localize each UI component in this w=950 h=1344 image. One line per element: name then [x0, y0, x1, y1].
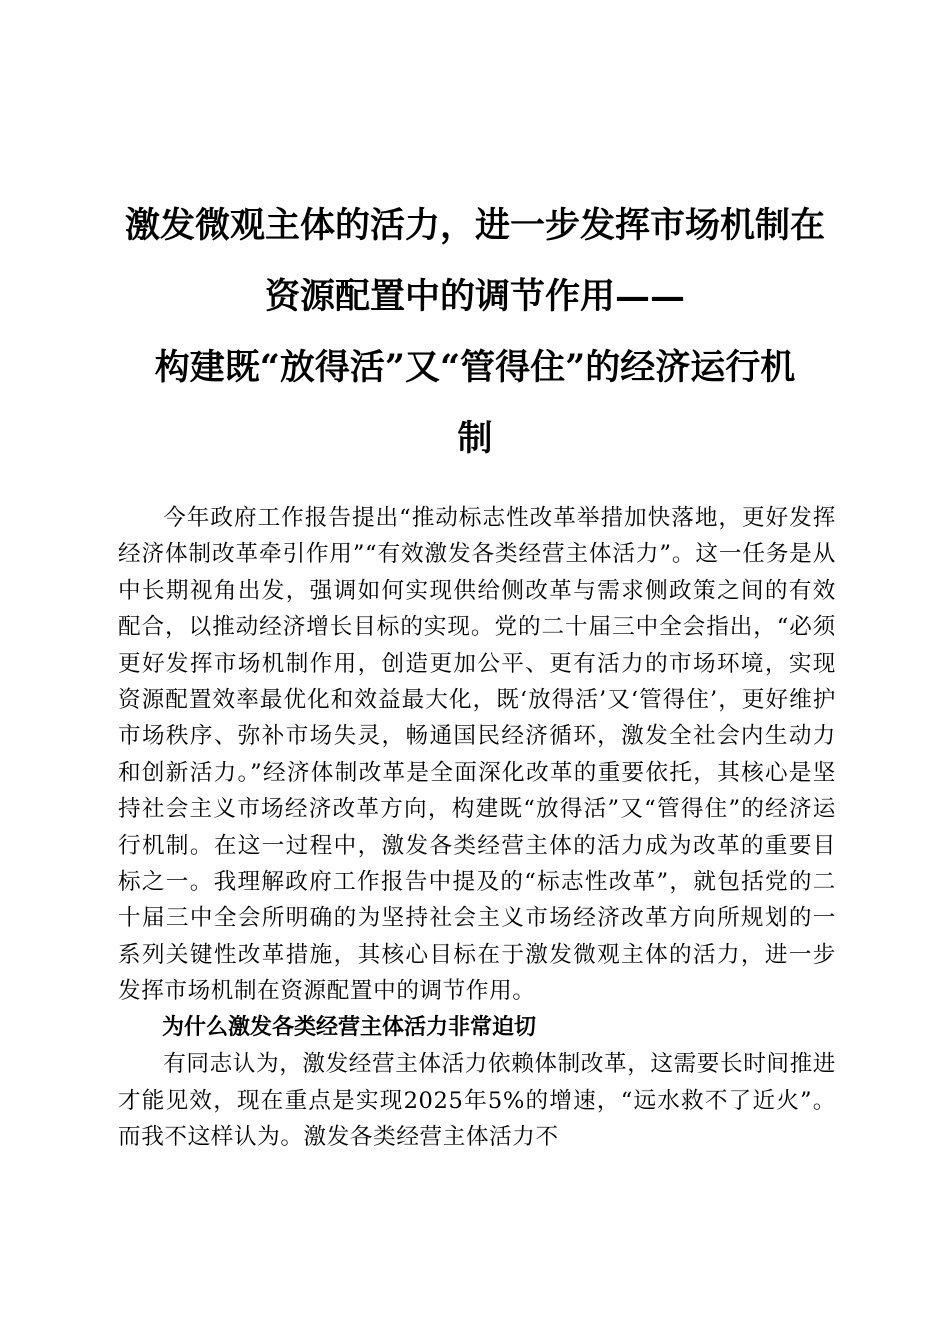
- title-line: 资源配置中的调节作用——: [264, 276, 685, 317]
- section-heading: 为什么激发各类经营主体活力非常迫切: [162, 1014, 537, 1040]
- title-line: 制: [457, 418, 493, 459]
- body-paragraph: 今年政府工作报告提出“推动标志性改革举措加快落地，更好发挥经济体制改革牵引作用”“有效激发各类经营主体活力”。这一任务是从中长期视角出发，强调如何实现供给侧改革与需求侧政策之间的有效配合，以推动经济增长目标的实现。党的二十届三中全会指出，“必须更好发挥市场机制作用，创造更加公平、更有活力的市场环境，实现资源配置效率最优化和效益最大化，既‘放得活’又‘管得住’，更好维护市场秩序、弥补市场失灵，畅通国民经济循环，激发全社会内生动力和创新活力。”经济体制改革是全面深化改革的重要依托，其核心是坚持社会主义市场经济改革方向，构建既“放得活”又“管得住”的经济运行机制。在这一过程中，激发各类经营主体的活力成为改革的重要目标之一。我理解政府工作报告中提及的“标志性改革”，就包括党的二十届三中全会所明确的为坚持社会主义市场经济改革方向所规划的一系列关键性改革措施，其核心目标在于激发微观主体的活力，进一步发挥市场机制在资源配置中的调节作用。: [118, 505, 836, 1005]
- title-line: 构建既“放得活”又“管得住”的经济运行机: [154, 347, 796, 388]
- document-title: [100, 190, 850, 474]
- document-body: [118, 500, 836, 1155]
- title-line: 激发微观主体的活力，进一步发挥市场机制在: [124, 205, 825, 246]
- body-paragraph: 有同志认为，激发经营主体活力依赖体制改革，这需要长时间推进才能见效，现在重点是实现2025年5%的增速，“远水救不了近火”。而我不这样认为。激发各类经营主体活力不: [118, 1051, 836, 1150]
